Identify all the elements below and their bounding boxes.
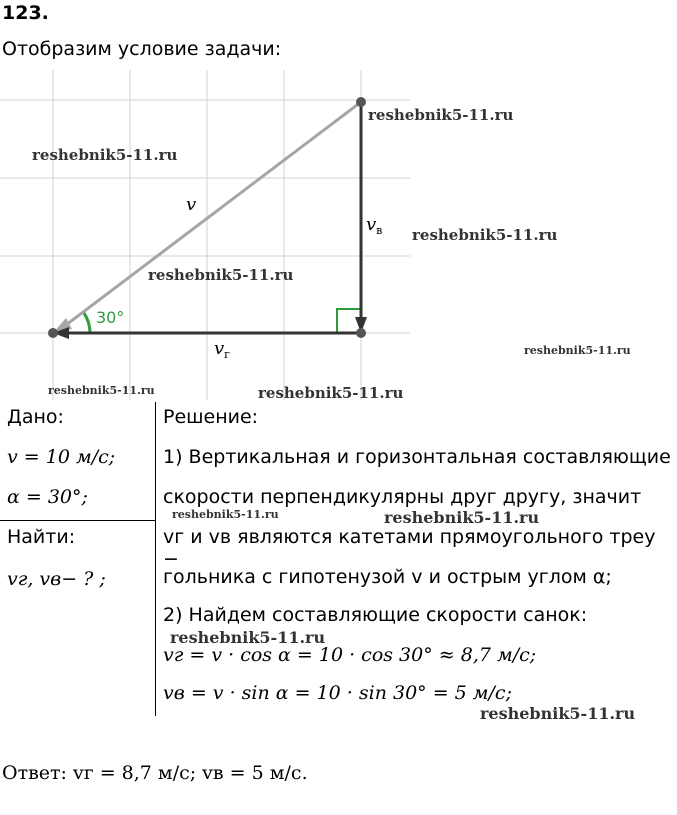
- given-alpha: α = 30°;: [7, 486, 88, 508]
- table-vertical-divider: [155, 402, 156, 716]
- label-vg: $v_г$: [214, 338, 230, 361]
- solution-step2-title: 2) Найдем составляющие скорости санок:: [163, 604, 588, 626]
- given-v: v = 10 м/с;: [7, 446, 116, 468]
- solution-step1-line3: vг и vв являются катетами прямоугольного треу −: [163, 526, 656, 570]
- label-vv: $v_в$: [366, 214, 383, 237]
- problem-number: 123.: [2, 2, 49, 24]
- solution-title: Решение:: [163, 406, 259, 428]
- watermark: reshebnik5-11.ru: [48, 384, 155, 397]
- watermark: reshebnik5-11.ru: [148, 266, 294, 284]
- solution-step1-line2: скорости перпендикулярны друг другу, значит: [163, 486, 642, 508]
- intro-text: Отобразим условие задачи:: [2, 38, 282, 60]
- point-left: [48, 328, 58, 338]
- vg-formula: vг = v · cos α = 10 · cos 30° ≈ 8,7 м/с;: [163, 644, 537, 666]
- watermark: reshebnik5-11.ru: [368, 106, 514, 124]
- label-angle: 30°: [96, 308, 125, 327]
- find-title: Найти:: [7, 526, 76, 548]
- vv-formula: vв = v · sin α = 10 · sin 30° = 5 м/с;: [163, 682, 512, 704]
- watermark: reshebnik5-11.ru: [480, 704, 636, 723]
- answer: Ответ: vг = 8,7 м/с; vв = 5 м/с.: [2, 762, 308, 784]
- find-value: vг, vв− ? ;: [7, 568, 106, 590]
- table-horizontal-divider: [0, 520, 155, 521]
- watermark: reshebnik5-11.ru: [384, 508, 540, 527]
- point-right: [356, 328, 366, 338]
- watermark: reshebnik5-11.ru: [32, 146, 178, 164]
- watermark: reshebnik5-11.ru: [258, 384, 404, 400]
- point-top: [356, 97, 366, 107]
- watermark: reshebnik5-11.ru: [172, 508, 279, 521]
- label-v: v: [186, 194, 197, 215]
- watermark: reshebnik5-11.ru: [524, 344, 631, 357]
- vector-diagram: [0, 70, 677, 400]
- solution-step1-line4: гольника с гипотенузой v и острым углом α;: [163, 566, 612, 588]
- grid: [0, 70, 410, 400]
- angle-arc: [84, 313, 90, 333]
- watermark: reshebnik5-11.ru: [412, 226, 558, 244]
- solution-step1-line1: 1) Вертикальная и горизонтальная составляющие: [163, 446, 671, 468]
- given-title: Дано:: [7, 406, 64, 428]
- watermark: reshebnik5-11.ru: [170, 628, 326, 647]
- hypotenuse-v: [62, 102, 361, 328]
